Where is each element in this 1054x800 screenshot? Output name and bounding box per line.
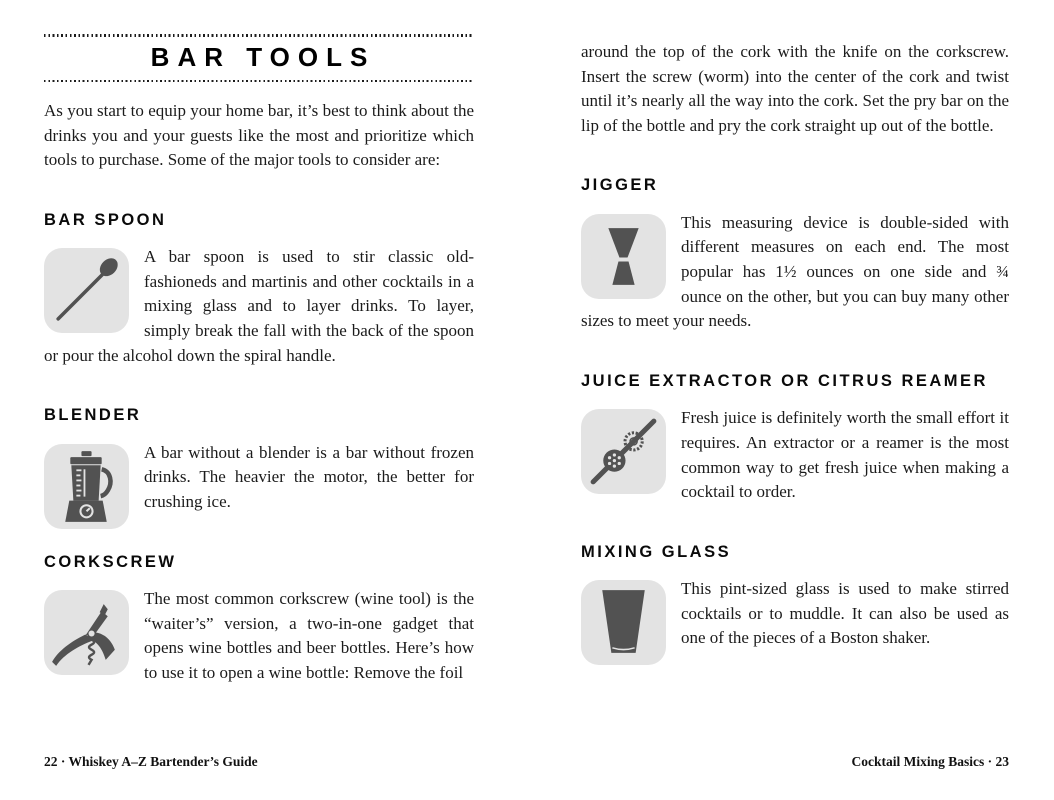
section-text: This measuring device is double-sided with different measures on each end. The most popular has 1½ ounces on one side and ¾ ounce on the other, but you can buy many other sizes to meet your needs.: [581, 212, 1009, 331]
page-footer-right: Cocktail Mixing Basics · 23: [851, 754, 1009, 769]
page-right: [581, 0, 1009, 800]
bar-spoon-icon: [44, 248, 129, 333]
section-heading: CORKSCREW: [44, 552, 177, 571]
section-heading: JUICE EXTRACTOR OR CITRUS REAMER: [581, 371, 988, 390]
section-heading: BLENDER: [44, 406, 142, 425]
chapter-title-block: [44, 34, 474, 82]
corkscrew-icon: [44, 590, 129, 675]
section-text: This pint-sized glass is used to make stirred cocktails or to muddle. It can also be used as one of the pieces of a Boston shaker.: [681, 579, 1009, 648]
intro-paragraph: As you start to equip your home bar, it’s best to think about the drinks you and your guests like the most and prioritize which tools to purchase. Some of the major tools to consider are:: [44, 101, 474, 170]
page-footer-left: 22 · Whiskey A–Z Bartender’s Guide: [44, 754, 258, 769]
dotted-rule-bottom: [44, 80, 474, 83]
continuation-paragraph: around the top of the cork with the knife on the corkscrew. Insert the screw (worm) into the center of the cork and twist until it’s nearly all the way into the cork. Set the pry bar on the lip of the bottle and pry the cork straight up out of the bottle.: [581, 42, 1009, 135]
section-heading: JIGGER: [581, 176, 659, 195]
juice-extractor-icon: [581, 409, 666, 494]
section-juice-extractor: [581, 370, 1009, 505]
section-heading: BAR SPOON: [44, 210, 167, 229]
section-blender: [44, 404, 474, 514]
section-text: The most common corkscrew (wine tool) is the “waiter’s” version, a two-in-one gadget that opens wine bottles and beer bottles. Here’s how to use it to open a wine bottle: Remove the foil: [144, 589, 474, 682]
blender-icon: [44, 444, 129, 529]
mixing-glass-icon: [581, 580, 666, 665]
section-text: A bar without a blender is a bar without frozen drinks. The heavier the motor, the better for crushing ice.: [144, 442, 474, 511]
page-left: [44, 0, 474, 800]
section-corkscrew: [44, 551, 474, 686]
chapter-title: BAR TOOLS: [150, 41, 376, 72]
section-jigger: [581, 174, 1009, 333]
section-text: A bar spoon is used to stir classic old-fashioneds and martinis and other cocktails in a mixing glass and to layer drinks. To layer, simply break the fall with the back of the spoon or pour the alcohol down the spiral handle.: [44, 247, 474, 365]
section-mixing-glass: [581, 541, 1009, 651]
jigger-icon: [581, 214, 666, 299]
section-bar-spoon: [44, 209, 474, 368]
section-text: Fresh juice is definitely worth the small effort it requires. An extractor or a reamer is the most common way to get fresh juice when making a cocktail to order.: [681, 408, 1009, 502]
section-heading: MIXING GLASS: [581, 542, 732, 561]
